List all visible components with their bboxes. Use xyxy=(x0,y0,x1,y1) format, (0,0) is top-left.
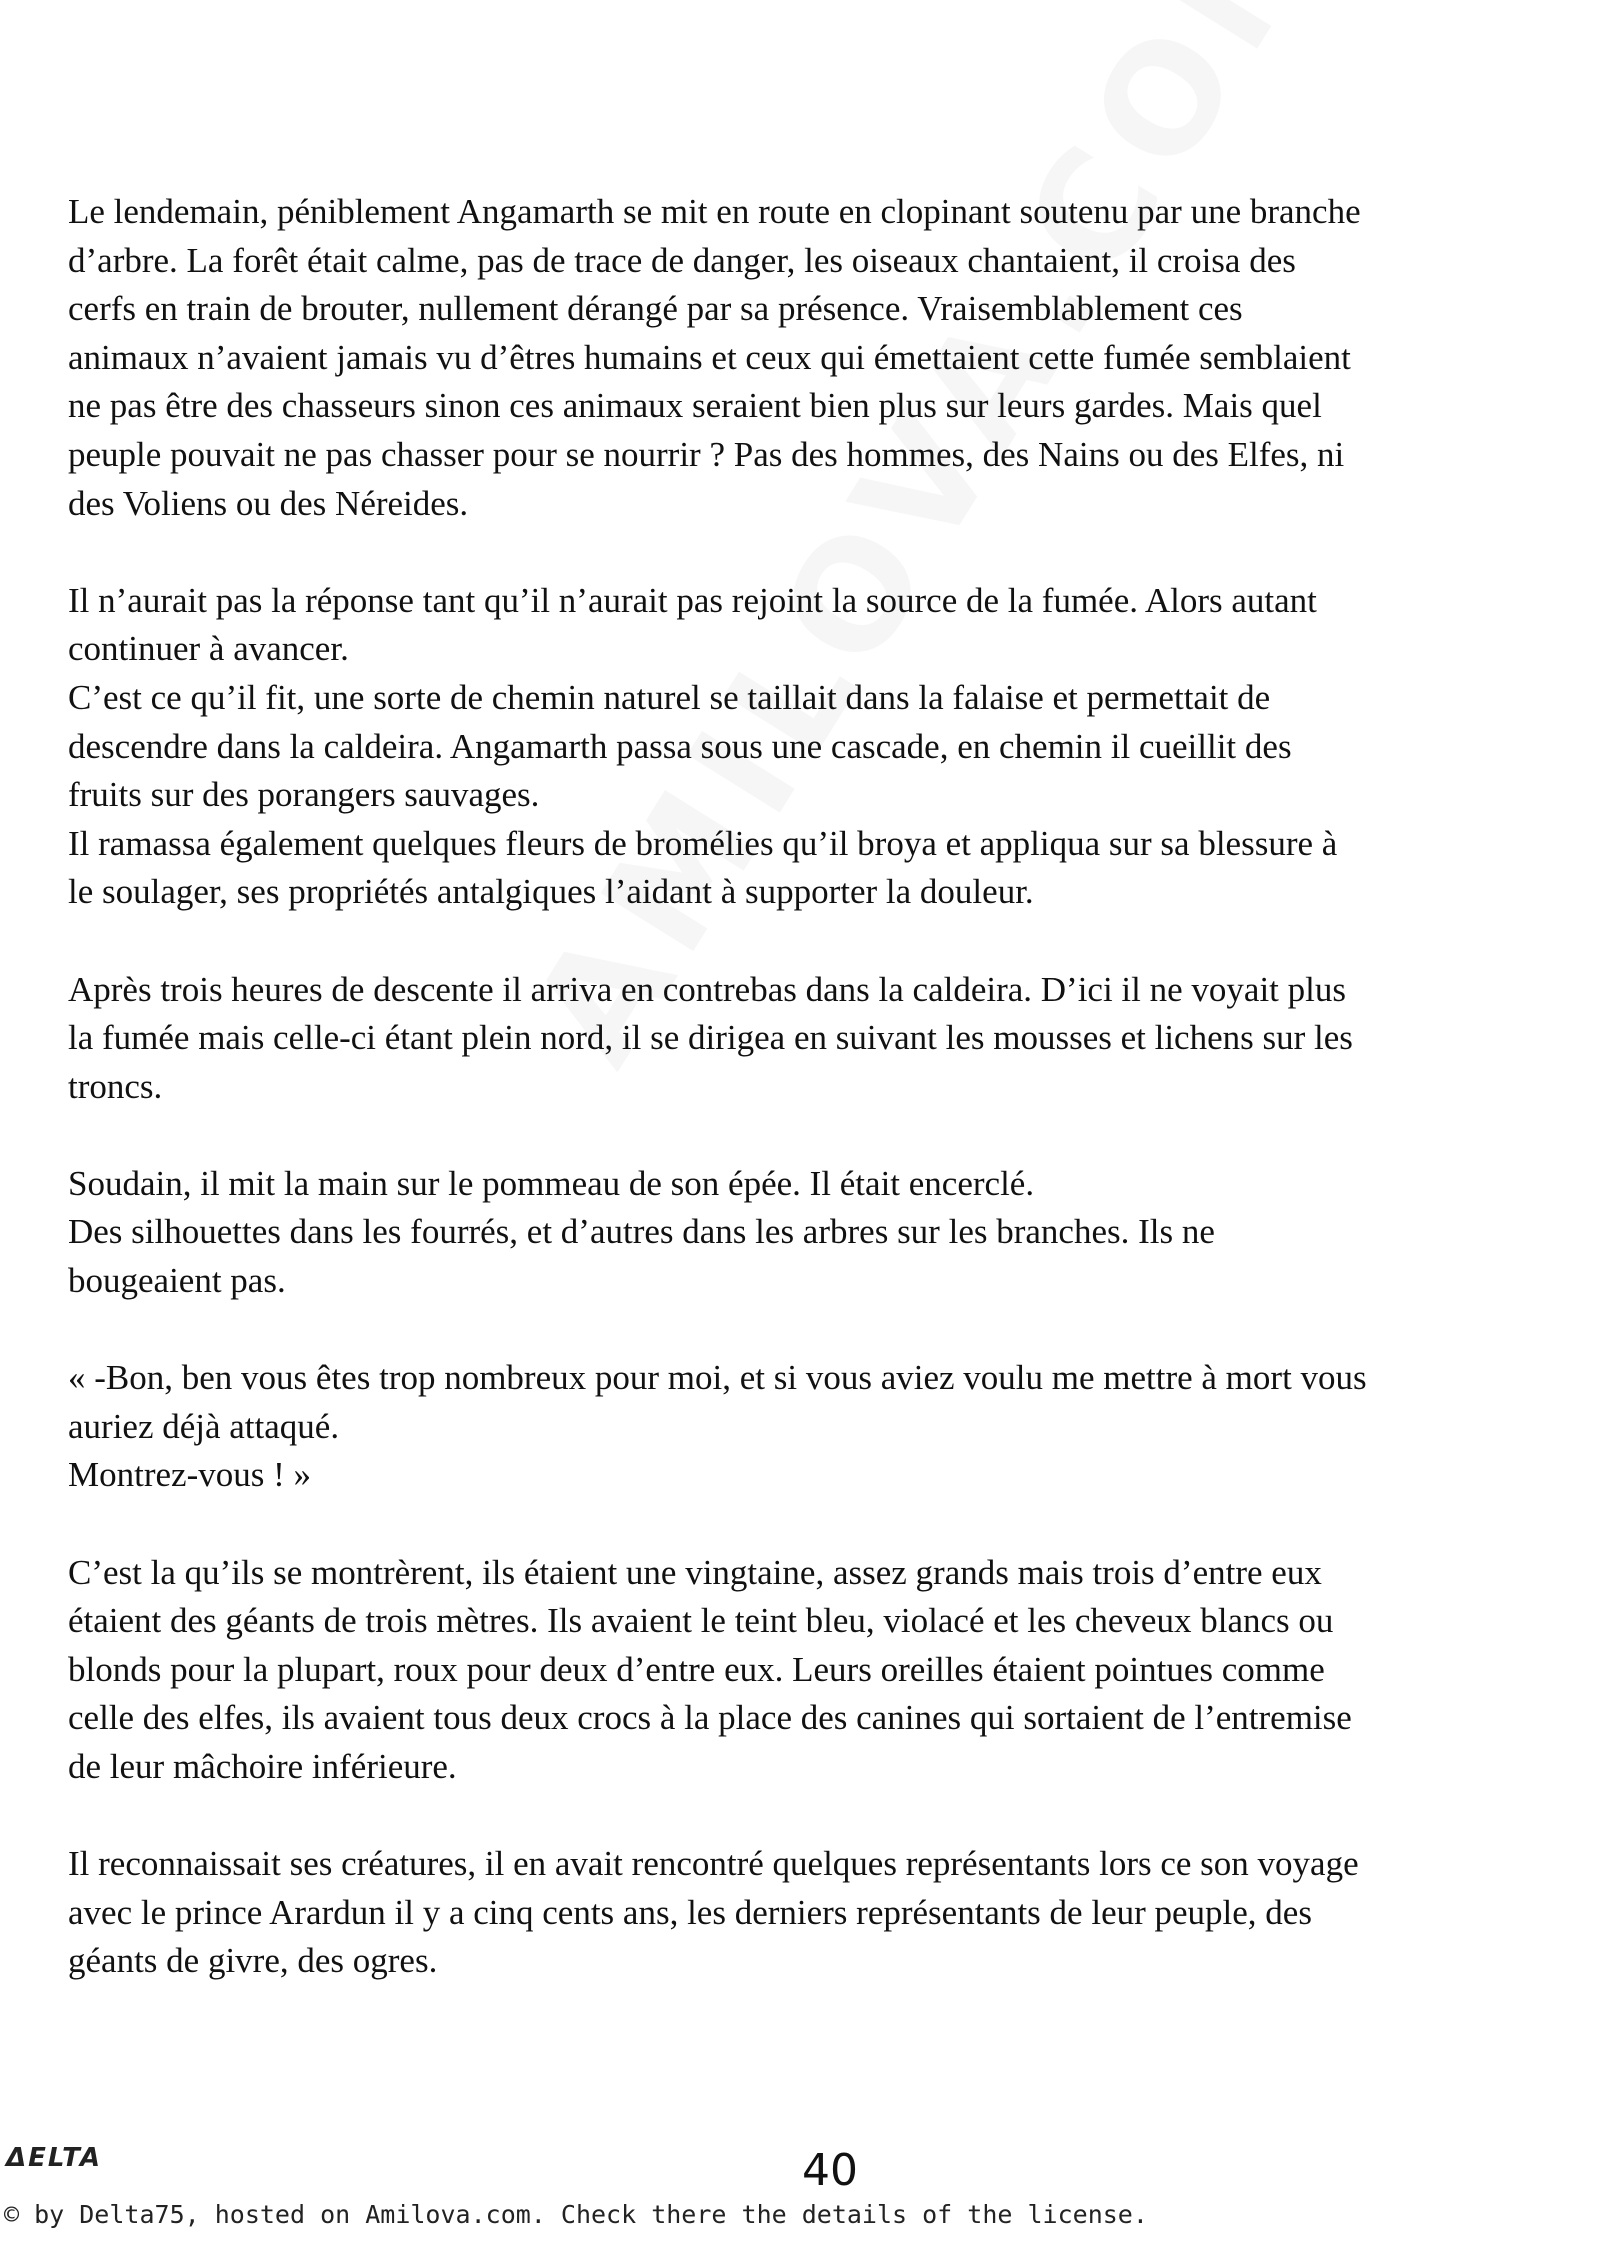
text-line: le soulager, ses propriétés antalgiques l’aidant à supporter la douleur. xyxy=(68,872,1034,912)
text-line: troncs. xyxy=(68,1066,163,1106)
text-line: géants de givre, des ogres. xyxy=(68,1941,438,1981)
text-line: celle des elfes, ils avaient tous deux crocs à la place des canines qui sortaient de l’entremise xyxy=(68,1698,1352,1738)
text-line: Il n’aurait pas la réponse tant qu’il n’aurait pas rejoint la source de la fumée. Alors autant xyxy=(68,580,1317,620)
paragraph-gap xyxy=(68,1111,1568,1160)
paragraph-gap xyxy=(68,917,1568,966)
text-line: peuple pouvait ne pas chasser pour se nourrir ? Pas des hommes, des Nains ou des Elfes, ni xyxy=(68,434,1345,474)
text-line: la fumée mais celle-ci étant plein nord, il se dirigea en suivant les mousses et lichens sur les xyxy=(68,1018,1353,1058)
text-line: Montrez-vous ! » xyxy=(68,1455,312,1495)
paragraph-gap xyxy=(68,1792,1568,1841)
text-line: Le lendemain, péniblement Angamarth se mit en route en clopinant soutenu par une branche xyxy=(68,192,1361,231)
text-line: cerfs en train de brouter, nullement dérangé par sa présence. Vraisemblablement ces xyxy=(68,289,1243,329)
text-line: avec le prince Arardun il y a cinq cents ans, les derniers représentants de leur peuple, des xyxy=(68,1892,1312,1932)
text-line: descendre dans la caldeira. Angamarth passa sous une cascade, en chemin il cueillit des xyxy=(68,726,1292,766)
text-line: Des silhouettes dans les fourrés, et d’autres dans les arbres sur les branches. Ils ne xyxy=(68,1212,1215,1252)
text-line: de leur mâchoire inférieure. xyxy=(68,1747,457,1786)
text-line: C’est la qu’ils se montrèrent, ils étaient une vingtaine, assez grands mais trois d’entre eux xyxy=(68,1552,1322,1592)
text-line: animaux n’avaient jamais vu d’êtres humains et ceux qui émettaient cette fumée semblaient xyxy=(68,337,1351,377)
text-line: blonds pour la plupart, roux pour deux d’entre eux. Leurs oreilles étaient pointues comme xyxy=(68,1649,1325,1689)
paragraph-gap xyxy=(68,1306,1568,1355)
text-line: Il reconnaissait ses créatures, il en avait rencontré quelques représentants lors ce son voyage xyxy=(68,1844,1359,1884)
text-line: étaient des géants de trois mètres. Ils avaient le teint bleu, violacé et les cheveux blancs ou xyxy=(68,1601,1334,1641)
paragraph-gap xyxy=(68,1500,1568,1549)
text-line: fruits sur des porangers sauvages. xyxy=(68,775,540,815)
text-line: Après trois heures de descente il arriva en contrebas dans la caldeira. D’ici il ne voyait plus xyxy=(68,969,1346,1009)
text-line: d’arbre. La forêt était calme, pas de trace de danger, les oiseaux chantaient, il croisa des xyxy=(68,240,1296,280)
text-line: des Voliens ou des Néreides. xyxy=(68,483,469,523)
text-line: Soudain, il mit la main sur le pommeau de son épée. Il était encerclé. xyxy=(68,1163,1035,1203)
text-line: bougeaient pas. xyxy=(68,1261,286,1301)
page-text xyxy=(68,188,1568,1986)
text-line: Il ramassa également quelques fleurs de bromélies qu’il broya et appliqua sur sa blessure à xyxy=(68,823,1338,863)
delta-logo: ΔELTA xyxy=(6,2143,102,2173)
text-line: « -Bon, ben vous êtes trop nombreux pour moi, et si vous aviez voulu me mettre à mort vous xyxy=(68,1358,1367,1398)
text-line: auriez déjà attaqué. xyxy=(68,1406,340,1446)
text-line: continuer à avancer. xyxy=(68,629,349,669)
license-notice: © by Delta75, hosted on Amilova.com. Check there the details of the license. xyxy=(4,2200,1148,2229)
text-line: ne pas être des chasseurs sinon ces animaux seraient bien plus sur leurs gardes. Mais quel xyxy=(68,386,1322,426)
paragraph-gap xyxy=(68,528,1568,577)
text-line: C’est ce qu’il fit, une sorte de chemin naturel se taillait dans la falaise et permettait de xyxy=(68,677,1271,717)
page-number: 40 xyxy=(802,2145,858,2196)
